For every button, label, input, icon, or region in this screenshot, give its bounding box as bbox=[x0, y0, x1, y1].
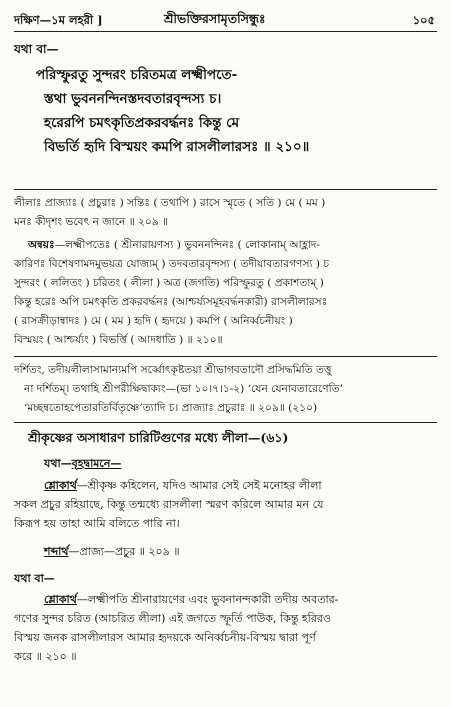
anvaya-line: ( রাসক্রীড়ান্বাদঃ ) মে ( মম ) হৃদি ( হৃদয়ে ) কমপি ( অনির্ব্বচনীয়ং ) bbox=[14, 315, 293, 327]
verse-line: স্তথা ভুবননন্দিনস্তদবতারবৃন্দস্য চ। bbox=[44, 91, 222, 107]
bengali-section bbox=[14, 430, 437, 666]
verse-block bbox=[14, 41, 437, 159]
header-book-title: শ্রীভক্তিরসামৃতসিন্ধুঃ bbox=[164, 11, 266, 26]
section-rule bbox=[14, 422, 437, 423]
sloka-line: —লক্ষ্মীপতি শ্রীনারায়ণের এবং ভুবনানন্দকারী তদীয় অবতার- bbox=[76, 593, 339, 606]
anvaya-line: —লক্ষ্মীপতেঃ ( শ্রীনারায়ণস্য ) ভুবননন্দিনঃ ( লোকানাম্ আহ্লাদ- bbox=[54, 239, 320, 251]
sloka-label: শ্লোকার্থ bbox=[44, 593, 77, 606]
sloka-line: —শ্রীকৃষ্ণ কহিলেন, যদিও আমার সেই সেই মনোহর লীলা bbox=[76, 479, 322, 492]
commentary-block-1 bbox=[14, 194, 437, 232]
anvaya-line: কিন্তু হরেঃ অপি চমৎকৃতি প্রকরবর্দ্ধনঃ (আশ্চর্য্যসমূহবর্দ্ধনকারী) রাসলীলারসঃ bbox=[14, 296, 328, 308]
verse-line: হরেরপি চমৎকৃতিপ্রকরবর্দ্ধনঃ কিন্তু মে bbox=[44, 115, 240, 131]
anvaya-line: বিস্ময়ং ( আশ্চর্য্যং ) বিভর্ত্তি ( আদধাতি ) ॥ ২১০॥ bbox=[14, 334, 223, 346]
sloka-line: গণের সুন্দর চরিত (আচরিত লীলা) এই জগতে স্ফূর্তি পাউক, কিন্তু হরিরও bbox=[14, 612, 332, 625]
commentary-line: না দর্শিতম্। তথাহি শ্রীপরীক্ষিদ্বাক্যং—(ভা ১০।৭।১-২) ‘যেন যেনাবতারেণেতি’ bbox=[24, 383, 343, 395]
sloka-line: কিরূপ হয় তাহা আমি বলিতে পারি না। bbox=[14, 517, 180, 530]
verse-label: যথা বা— bbox=[14, 42, 59, 56]
example-source: বৃহদ্বামনে— bbox=[71, 457, 122, 470]
example-label-2: যথা বা— bbox=[14, 572, 55, 585]
header-rule bbox=[14, 31, 437, 32]
commentary-block-2 bbox=[14, 361, 437, 418]
section-title: শ্রীকৃষ্ণের অসাধারণ চারিটিগুণের মধ্যে লীলা—(৬১) bbox=[28, 430, 289, 445]
page-header bbox=[14, 10, 437, 30]
commentary-line: দর্শিতং, তদীয়লীলাসামান্যমপি সর্ব্বোৎকৃষ্টতয়া শ্রীভাগবতাদৌ প্রসিদ্ধমিতি তত্তু bbox=[14, 364, 332, 376]
verse-line: পরিস্ফুরতু সুন্দরং চরিতমত্র লক্ষ্মীপতে- bbox=[36, 67, 238, 83]
shabdartha-label: শব্দার্থ bbox=[44, 545, 69, 558]
sloka-label: শ্লোকার্থ bbox=[44, 479, 77, 492]
anvaya-label: অন্বয়ঃ bbox=[28, 239, 55, 251]
anvaya-line: সুন্দরং ( ললিতং ) চরিতং ( লীলা ) অত্র (জগতি) পরিস্ফুরতু ( প্রকাশতাম্ ) bbox=[14, 277, 324, 289]
commentary-line: লীলাঃ প্রাজ্যাঃ ( প্রচুরাঃ ) সন্তিঃ ( তথাপি ) রাসে স্মৃতে ( সতি ) মে ( মম ) bbox=[14, 197, 326, 209]
commentary-line: মনঃ কীদৃশং ভবেৎ ন জানে ॥ ২০৯ ॥ bbox=[14, 216, 169, 228]
sloka-line: করে ॥ ২১০ ॥ bbox=[14, 650, 77, 663]
sloka-line: সকল প্রচুর রহিয়াছে, কিন্তু তন্মধ্যে রাসলীলা স্মরণ করিলে আমার মন যে bbox=[14, 498, 324, 511]
verse-line: বিভর্তি হৃদি বিস্ময়ং কমপি রাসলীলারসঃ ॥ ২১০॥ bbox=[44, 139, 310, 155]
header-page-number: ১০৫ bbox=[412, 13, 435, 27]
anvaya-line: কারিণঃ বিশেষণামদমুভয়ত্র যোজ্যম্ ) তদবতারবৃন্দস্য ( তদীয়াবতারগণস্য ) চ bbox=[14, 258, 330, 270]
header-chapter: দক্ষিণ—১ম লহরী ] bbox=[14, 13, 103, 27]
example-label: যথা— bbox=[44, 457, 72, 470]
anvaya-block bbox=[14, 236, 437, 350]
section-rule bbox=[14, 356, 437, 357]
commentary-line: ‘মচ্ছন্বতোহপেতারতির্বিতৃষ্ণে’ত্যাদি চ। প্রাজ্যাঃ প্রচুরাঃ ॥ ২০৯॥ (২১০) bbox=[24, 402, 318, 414]
sloka-line: বিস্ময় জনক রাসলীলারস আমার হৃদয়কে অনির্ব্বচনীয়-বিস্ময় দ্বারা পূর্ণ bbox=[14, 631, 316, 644]
shabdartha-text: —প্রাজ্য—প্রচুর ॥ ২০৯ ॥ bbox=[68, 545, 180, 558]
section-rule bbox=[14, 189, 437, 190]
